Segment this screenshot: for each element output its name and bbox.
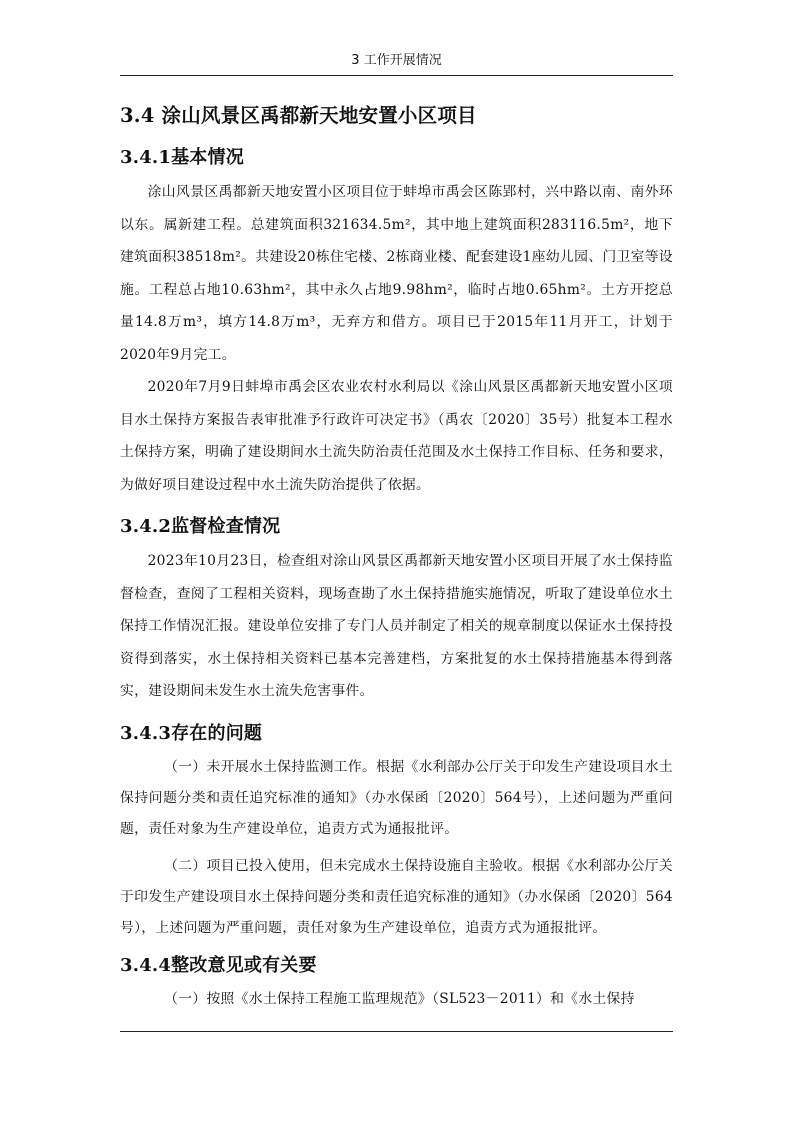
subsection-title: 基本情况 — [171, 147, 244, 168]
subsection-number: 3.4.1 — [120, 147, 172, 168]
paragraph: 2023年10月23日，检查组对涂山风景区禹都新天地安置小区项目开展了水土保持监督检查，查阅了工程相关资料，现场查勘了水土保持措施实施情况，听取了建设单位水土保持工作情况汇报。建设单位安排了专门人员并制定了相关的规章制度以保证水土保持投资得到落实，水土保持相关资料已基本完善建档，方案批复的水土保持措施基本得到落实，建设期间未发生水土流失危害事件。 — [120, 553, 673, 699]
header-rule — [120, 75, 673, 76]
footer-rule — [120, 1031, 673, 1032]
subsection-heading-inspection — [120, 509, 673, 545]
subsection-heading-rectification — [120, 948, 673, 984]
paragraph: 涂山风景区禹都新天地安置小区项目位于蚌埠市禹会区陈郢村，兴中路以南、南外环以东。属新建工程。总建筑面积321634.5m²，其中地上建筑面积283116.5m²，地下建筑面积38518m²。共建设20栋住宅楼、2栋商业楼、配套建设1座幼儿园、门卫室等设施。工程总占地10.63hm²，其中永久占地9.98hm²，临时占地0.65hm²。土方开挖总量14.8万m³，填方14.8万m³，无弃方和借方。项目已于2015年11月开工，计划于2020年9月完工。 — [120, 184, 673, 363]
issue-paragraph: （二）项目已投入使用，但未完成水土保持设施自主验收。根据《水利部办公厅关于印发生产建设项目水土保持问题分类和责任追究标准的通知》（办水保函〔2020〕564号），上述问题为严重问题，责任对象为生产建设单位，追责方式为通报批评。 — [120, 857, 673, 936]
subsection-heading-problems — [120, 716, 673, 752]
subsection-number: 3.4.2 — [120, 516, 172, 537]
subsection-title: 监督检查情况 — [171, 516, 281, 537]
subsection-title: 整改意见或有关要 — [171, 954, 317, 976]
page-content — [120, 98, 673, 1015]
issue-paragraph: （一）未开展水土保持监测工作。根据《水利部办公厅关于印发生产建设项目水土保持问题分类和责任追究标准的通知》（办水保函〔2020〕564号），上述问题为严重问题，责任对象为生产建设单位，追责方式为通报批评。 — [120, 758, 673, 837]
subsection-number: 3.4.3 — [120, 722, 172, 744]
subsection-number: 3.4.4 — [120, 954, 172, 976]
running-header: 3 工作开展情况 — [351, 53, 442, 68]
paragraph: （一）按照《水土保持工程施工监理规范》（SL523－2011）和《水土保持 — [164, 990, 635, 1007]
subsection-title: 存在的问题 — [171, 722, 263, 744]
section-title: 3.4 涂山风景区禹都新天地安置小区项目 — [120, 104, 477, 127]
paragraph: 2020年7月9日蚌埠市禹会区农业农村水利局以《涂山风景区禹都新天地安置小区项目水土保持方案报告表审批准予行政许可决定书》（禹农〔2020〕35号）批复本工程水土保持方案，明确了建设期间水土流失防治责任范围及水土保持工作目标、任务和要求，为做好项目建设过程中水土流失防治提供了依据。 — [120, 379, 673, 493]
subsection-heading-basic-info — [120, 140, 673, 176]
